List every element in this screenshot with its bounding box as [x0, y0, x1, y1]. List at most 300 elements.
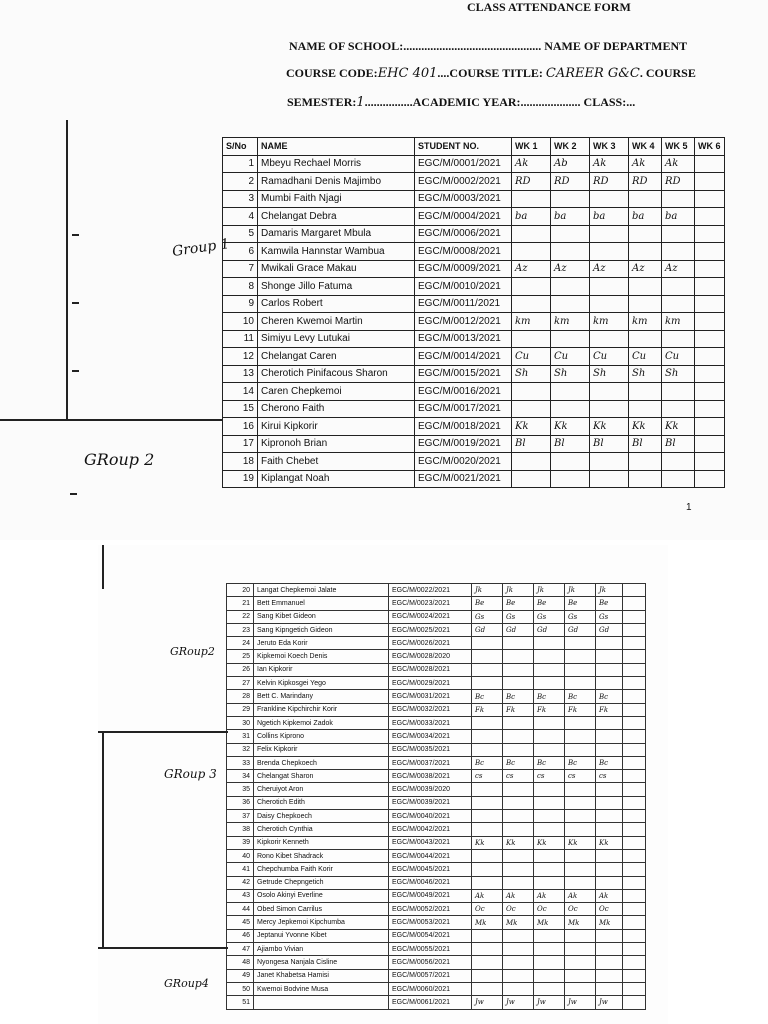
signature-cell: [590, 383, 629, 401]
table-row: [223, 313, 725, 331]
signature-cell: [472, 783, 503, 796]
signature-cell: [512, 190, 551, 208]
signature-cell: Gd: [534, 623, 565, 636]
student-no-cell: EGC/M/0002/2021: [415, 173, 512, 191]
signature-cell: Gd: [472, 623, 503, 636]
name-cell: Sang Kipngetich Gideon: [254, 623, 389, 636]
signature-cell: [695, 243, 725, 261]
table-row: [227, 996, 646, 1009]
signature-cell: [503, 943, 534, 956]
signature-cell: Jk: [534, 584, 565, 597]
header-wk3: WK 3: [590, 138, 629, 156]
signature-cell: Be: [534, 597, 565, 610]
table-row: [223, 173, 725, 191]
sno-cell: 11: [223, 330, 258, 348]
sno-cell: 30: [227, 716, 254, 729]
table-row: [227, 810, 646, 823]
signature-cell: [629, 470, 662, 488]
signature-cell: [629, 330, 662, 348]
signature-cell: RD: [662, 173, 695, 191]
signature-cell: [565, 969, 596, 982]
signature-cell: [596, 743, 623, 756]
name-cell: Kipronoh Brian: [258, 435, 415, 453]
signature-cell: [623, 584, 646, 597]
table-1-body: [223, 155, 725, 488]
student-no-cell: EGC/M/0004/2021: [415, 208, 512, 226]
signature-cell: Be: [503, 597, 534, 610]
table-row: [227, 956, 646, 969]
signature-cell: [623, 810, 646, 823]
signature-cell: [596, 956, 623, 969]
signature-cell: [472, 929, 503, 942]
signature-cell: [534, 796, 565, 809]
name-cell: Bett Emmanuel: [254, 597, 389, 610]
sno-cell: 4: [223, 208, 258, 226]
signature-cell: Bl: [662, 435, 695, 453]
name-cell: Carlos Robert: [258, 295, 415, 313]
name-cell: Felix Kipkorir: [254, 743, 389, 756]
signature-cell: Bc: [503, 756, 534, 769]
signature-cell: [662, 470, 695, 488]
signature-cell: [590, 225, 629, 243]
student-no-cell: EGC/M/0056/2021: [389, 956, 472, 969]
name-cell: Kelvin Kipkosgei Yego: [254, 677, 389, 690]
table-row: [227, 677, 646, 690]
margin-tick: [72, 370, 79, 372]
signature-cell: [596, 982, 623, 995]
signature-cell: [695, 260, 725, 278]
signature-cell: [503, 637, 534, 650]
signature-cell: [503, 823, 534, 836]
signature-cell: Az: [512, 260, 551, 278]
signature-cell: Kk: [503, 836, 534, 849]
signature-cell: RD: [551, 173, 590, 191]
signature-cell: [503, 810, 534, 823]
name-cell: Simiyu Levy Lutukai: [258, 330, 415, 348]
signature-cell: [512, 383, 551, 401]
table-row: [223, 453, 725, 471]
table-row: [227, 823, 646, 836]
name-cell: [254, 996, 389, 1009]
table-row: [227, 690, 646, 703]
signature-cell: [472, 956, 503, 969]
name-cell: Kirui Kipkorir: [258, 418, 415, 436]
signature-cell: [534, 876, 565, 889]
signature-cell: Ak: [565, 889, 596, 902]
student-no-cell: EGC/M/0009/2021: [415, 260, 512, 278]
signature-cell: Sh: [512, 365, 551, 383]
sno-cell: 21: [227, 597, 254, 610]
signature-cell: Be: [472, 597, 503, 610]
table-row: [227, 716, 646, 729]
signature-cell: [551, 295, 590, 313]
table-row: [227, 903, 646, 916]
signature-cell: Kk: [534, 836, 565, 849]
table-row: [227, 637, 646, 650]
sno-cell: 28: [227, 690, 254, 703]
name-cell: Getrude Chepngetich: [254, 876, 389, 889]
signature-cell: Kk: [512, 418, 551, 436]
table-row: [223, 208, 725, 226]
course-code-label: COURSE CODE:: [286, 66, 378, 80]
table-row: [223, 435, 725, 453]
signature-cell: Oc: [596, 903, 623, 916]
table-row: [227, 863, 646, 876]
signature-cell: [512, 225, 551, 243]
signature-cell: [565, 956, 596, 969]
signature-cell: [565, 982, 596, 995]
signature-cell: Bc: [534, 756, 565, 769]
student-no-cell: EGC/M/0033/2021: [389, 716, 472, 729]
signature-cell: [551, 278, 590, 296]
table-row: [227, 743, 646, 756]
signature-cell: [503, 650, 534, 663]
signature-cell: [623, 996, 646, 1009]
sno-cell: 42: [227, 876, 254, 889]
table-row: [227, 969, 646, 982]
student-no-cell: EGC/M/0055/2021: [389, 943, 472, 956]
table-row: [227, 849, 646, 862]
signature-cell: [503, 929, 534, 942]
signature-cell: [534, 823, 565, 836]
sno-cell: 15: [223, 400, 258, 418]
signature-cell: [623, 916, 646, 929]
student-no-cell: EGC/M/0044/2021: [389, 849, 472, 862]
student-no-cell: EGC/M/0039/2020: [389, 783, 472, 796]
signature-cell: Jk: [596, 584, 623, 597]
signature-cell: Ak: [596, 889, 623, 902]
course-title-label: ....COURSE TITLE:: [437, 66, 543, 80]
signature-cell: [695, 453, 725, 471]
signature-cell: Oc: [503, 903, 534, 916]
signature-cell: [512, 243, 551, 261]
signature-cell: [472, 943, 503, 956]
signature-cell: [596, 849, 623, 862]
signature-cell: Az: [629, 260, 662, 278]
signature-cell: Gs: [472, 610, 503, 623]
table-row: [223, 470, 725, 488]
signature-cell: [623, 796, 646, 809]
sno-cell: 6: [223, 243, 258, 261]
signature-cell: [565, 650, 596, 663]
name-cell: Jeptanui Yvonne Kibet: [254, 929, 389, 942]
signature-cell: [662, 225, 695, 243]
signature-cell: Oc: [565, 903, 596, 916]
signature-cell: Jw: [596, 996, 623, 1009]
sno-cell: 45: [227, 916, 254, 929]
student-no-cell: EGC/M/0018/2021: [415, 418, 512, 436]
course-title-value: CAREER G&C: [545, 66, 640, 81]
name-cell: Kiplangat Noah: [258, 470, 415, 488]
table-row: [223, 295, 725, 313]
student-no-cell: EGC/M/0052/2021: [389, 903, 472, 916]
group-divider-line: [0, 419, 222, 421]
group-divider-line: [98, 731, 228, 733]
signature-cell: [695, 418, 725, 436]
student-no-cell: EGC/M/0020/2021: [415, 453, 512, 471]
signature-cell: [590, 330, 629, 348]
course-tail: . COURSE: [639, 66, 696, 80]
name-cell: Obed Simon Carrilus: [254, 903, 389, 916]
signature-cell: [695, 348, 725, 366]
signature-cell: [662, 243, 695, 261]
table-row: [223, 348, 725, 366]
student-no-cell: EGC/M/0028/2020: [389, 650, 472, 663]
table-row: [227, 796, 646, 809]
student-no-cell: EGC/M/0003/2021: [415, 190, 512, 208]
signature-cell: Bc: [472, 690, 503, 703]
signature-cell: [534, 956, 565, 969]
signature-cell: [534, 677, 565, 690]
signature-cell: [623, 597, 646, 610]
signature-cell: [662, 295, 695, 313]
signature-cell: Sh: [662, 365, 695, 383]
signature-cell: [534, 663, 565, 676]
signature-cell: Kk: [565, 836, 596, 849]
sno-cell: 2: [223, 173, 258, 191]
signature-cell: [695, 173, 725, 191]
signature-cell: [695, 313, 725, 331]
semester-value: 1: [356, 95, 365, 110]
signature-cell: Mk: [534, 916, 565, 929]
signature-cell: Bc: [596, 756, 623, 769]
signature-cell: RD: [629, 173, 662, 191]
signature-cell: Ak: [629, 155, 662, 173]
student-no-cell: EGC/M/0034/2021: [389, 730, 472, 743]
signature-cell: Bc: [565, 756, 596, 769]
table-row: [223, 418, 725, 436]
signature-cell: Az: [551, 260, 590, 278]
sno-cell: 35: [227, 783, 254, 796]
signature-cell: [503, 969, 534, 982]
student-no-cell: EGC/M/0025/2021: [389, 623, 472, 636]
table-row: [227, 982, 646, 995]
signature-cell: [472, 743, 503, 756]
page-number: 1: [686, 502, 692, 513]
signature-cell: [551, 400, 590, 418]
signature-cell: [629, 453, 662, 471]
sno-cell: 12: [223, 348, 258, 366]
table-row: [223, 365, 725, 383]
signature-cell: Bl: [590, 435, 629, 453]
signature-cell: [623, 716, 646, 729]
table-row: [227, 943, 646, 956]
signature-cell: ba: [551, 208, 590, 226]
signature-cell: [695, 295, 725, 313]
student-no-cell: EGC/M/0026/2021: [389, 637, 472, 650]
table-row: [227, 623, 646, 636]
table-row: [223, 400, 725, 418]
signature-cell: [629, 190, 662, 208]
group1-note: Group 1: [171, 236, 231, 260]
signature-cell: km: [590, 313, 629, 331]
signature-cell: Jk: [503, 584, 534, 597]
signature-cell: [695, 330, 725, 348]
signature-cell: [590, 243, 629, 261]
table-row: [227, 650, 646, 663]
signature-cell: [534, 743, 565, 756]
signature-cell: Ab: [551, 155, 590, 173]
name-cell: Mumbi Faith Njagi: [258, 190, 415, 208]
name-cell: Chelangat Caren: [258, 348, 415, 366]
sno-cell: 33: [227, 756, 254, 769]
signature-cell: [472, 849, 503, 862]
signature-cell: [512, 470, 551, 488]
signature-cell: [623, 783, 646, 796]
signature-cell: [534, 969, 565, 982]
signature-cell: Bc: [565, 690, 596, 703]
signature-cell: [623, 943, 646, 956]
signature-cell: [596, 943, 623, 956]
sno-cell: 32: [227, 743, 254, 756]
signature-cell: Jk: [565, 584, 596, 597]
sno-cell: 51: [227, 996, 254, 1009]
signature-cell: [565, 943, 596, 956]
signature-cell: [503, 982, 534, 995]
table-row: [227, 876, 646, 889]
name-cell: Caren Chepkemoi: [258, 383, 415, 401]
signature-cell: [623, 823, 646, 836]
table-row: [227, 836, 646, 849]
table-row: [227, 916, 646, 929]
table-row: [227, 584, 646, 597]
signature-cell: Jw: [534, 996, 565, 1009]
signature-cell: [596, 929, 623, 942]
signature-cell: [623, 650, 646, 663]
sno-cell: 41: [227, 863, 254, 876]
name-cell: Ajiambo Vivian: [254, 943, 389, 956]
signature-cell: [662, 383, 695, 401]
name-cell: Ramadhani Denis Majimbo: [258, 173, 415, 191]
student-no-cell: EGC/M/0031/2021: [389, 690, 472, 703]
signature-cell: [695, 208, 725, 226]
signature-cell: [596, 677, 623, 690]
student-no-cell: EGC/M/0035/2021: [389, 743, 472, 756]
signature-cell: [503, 849, 534, 862]
signature-cell: Fk: [503, 703, 534, 716]
signature-cell: [503, 863, 534, 876]
signature-cell: cs: [534, 770, 565, 783]
signature-cell: RD: [590, 173, 629, 191]
signature-cell: [623, 982, 646, 995]
signature-cell: [565, 730, 596, 743]
sno-cell: 24: [227, 637, 254, 650]
semester-label: SEMESTER:: [287, 95, 357, 109]
sno-cell: 20: [227, 584, 254, 597]
student-no-cell: EGC/M/0006/2021: [415, 225, 512, 243]
student-no-cell: EGC/M/0037/2021: [389, 756, 472, 769]
signature-cell: Kk: [596, 836, 623, 849]
signature-cell: Kk: [590, 418, 629, 436]
signature-cell: [512, 400, 551, 418]
student-no-cell: EGC/M/0024/2021: [389, 610, 472, 623]
signature-cell: [623, 903, 646, 916]
signature-cell: [551, 243, 590, 261]
signature-cell: [565, 849, 596, 862]
signature-cell: [590, 278, 629, 296]
sno-cell: 23: [227, 623, 254, 636]
signature-cell: Oc: [534, 903, 565, 916]
table-row: [223, 383, 725, 401]
signature-cell: Bc: [596, 690, 623, 703]
signature-cell: Kk: [629, 418, 662, 436]
table-row: [227, 929, 646, 942]
signature-cell: [534, 783, 565, 796]
signature-cell: [629, 383, 662, 401]
name-cell: Faith Chebet: [258, 453, 415, 471]
name-cell: Osolo Akinyi Everline: [254, 889, 389, 902]
student-no-cell: EGC/M/0038/2021: [389, 770, 472, 783]
sno-cell: 34: [227, 770, 254, 783]
signature-cell: [534, 982, 565, 995]
student-no-cell: EGC/M/0061/2021: [389, 996, 472, 1009]
group2-note: GRoup 2: [84, 450, 155, 469]
signature-cell: Sh: [629, 365, 662, 383]
signature-cell: [623, 956, 646, 969]
sno-cell: 26: [227, 663, 254, 676]
signature-cell: ba: [629, 208, 662, 226]
table-row: [227, 889, 646, 902]
signature-cell: [623, 677, 646, 690]
table-row: [223, 190, 725, 208]
signature-cell: Jk: [472, 584, 503, 597]
sno-cell: 44: [227, 903, 254, 916]
attendance-table-2: [226, 583, 646, 1010]
student-no-cell: EGC/M/0043/2021: [389, 836, 472, 849]
signature-cell: [565, 637, 596, 650]
signature-cell: Kk: [551, 418, 590, 436]
signature-cell: [565, 823, 596, 836]
name-cell: Kwemoi Bodvine Musa: [254, 982, 389, 995]
signature-cell: RD: [512, 173, 551, 191]
signature-cell: [596, 823, 623, 836]
course-line: [286, 66, 696, 81]
name-cell: Ngetich Kipkemoi Zadok: [254, 716, 389, 729]
name-cell: Cherotich Cynthia: [254, 823, 389, 836]
signature-cell: [534, 716, 565, 729]
signature-cell: cs: [503, 770, 534, 783]
signature-cell: [695, 278, 725, 296]
attendance-page-2: [98, 545, 668, 1024]
signature-cell: [565, 716, 596, 729]
sno-cell: 48: [227, 956, 254, 969]
table-row: [227, 770, 646, 783]
signature-cell: [512, 330, 551, 348]
signature-cell: [623, 623, 646, 636]
name-cell: Mwikali Grace Makau: [258, 260, 415, 278]
signature-cell: [472, 663, 503, 676]
signature-cell: [534, 637, 565, 650]
signature-cell: [472, 823, 503, 836]
table-row: [227, 663, 646, 676]
header-wk1: WK 1: [512, 138, 551, 156]
signature-cell: [534, 849, 565, 862]
header-wk6: WK 6: [695, 138, 725, 156]
signature-cell: Cu: [662, 348, 695, 366]
name-cell: Sang Kibet Gideon: [254, 610, 389, 623]
signature-cell: [596, 969, 623, 982]
signature-cell: [534, 650, 565, 663]
signature-cell: [534, 730, 565, 743]
signature-cell: km: [629, 313, 662, 331]
signature-cell: Gs: [565, 610, 596, 623]
student-no-cell: EGC/M/0001/2021: [415, 155, 512, 173]
signature-cell: ba: [662, 208, 695, 226]
signature-cell: Ak: [662, 155, 695, 173]
signature-cell: [534, 943, 565, 956]
signature-cell: cs: [472, 770, 503, 783]
signature-cell: Az: [662, 260, 695, 278]
